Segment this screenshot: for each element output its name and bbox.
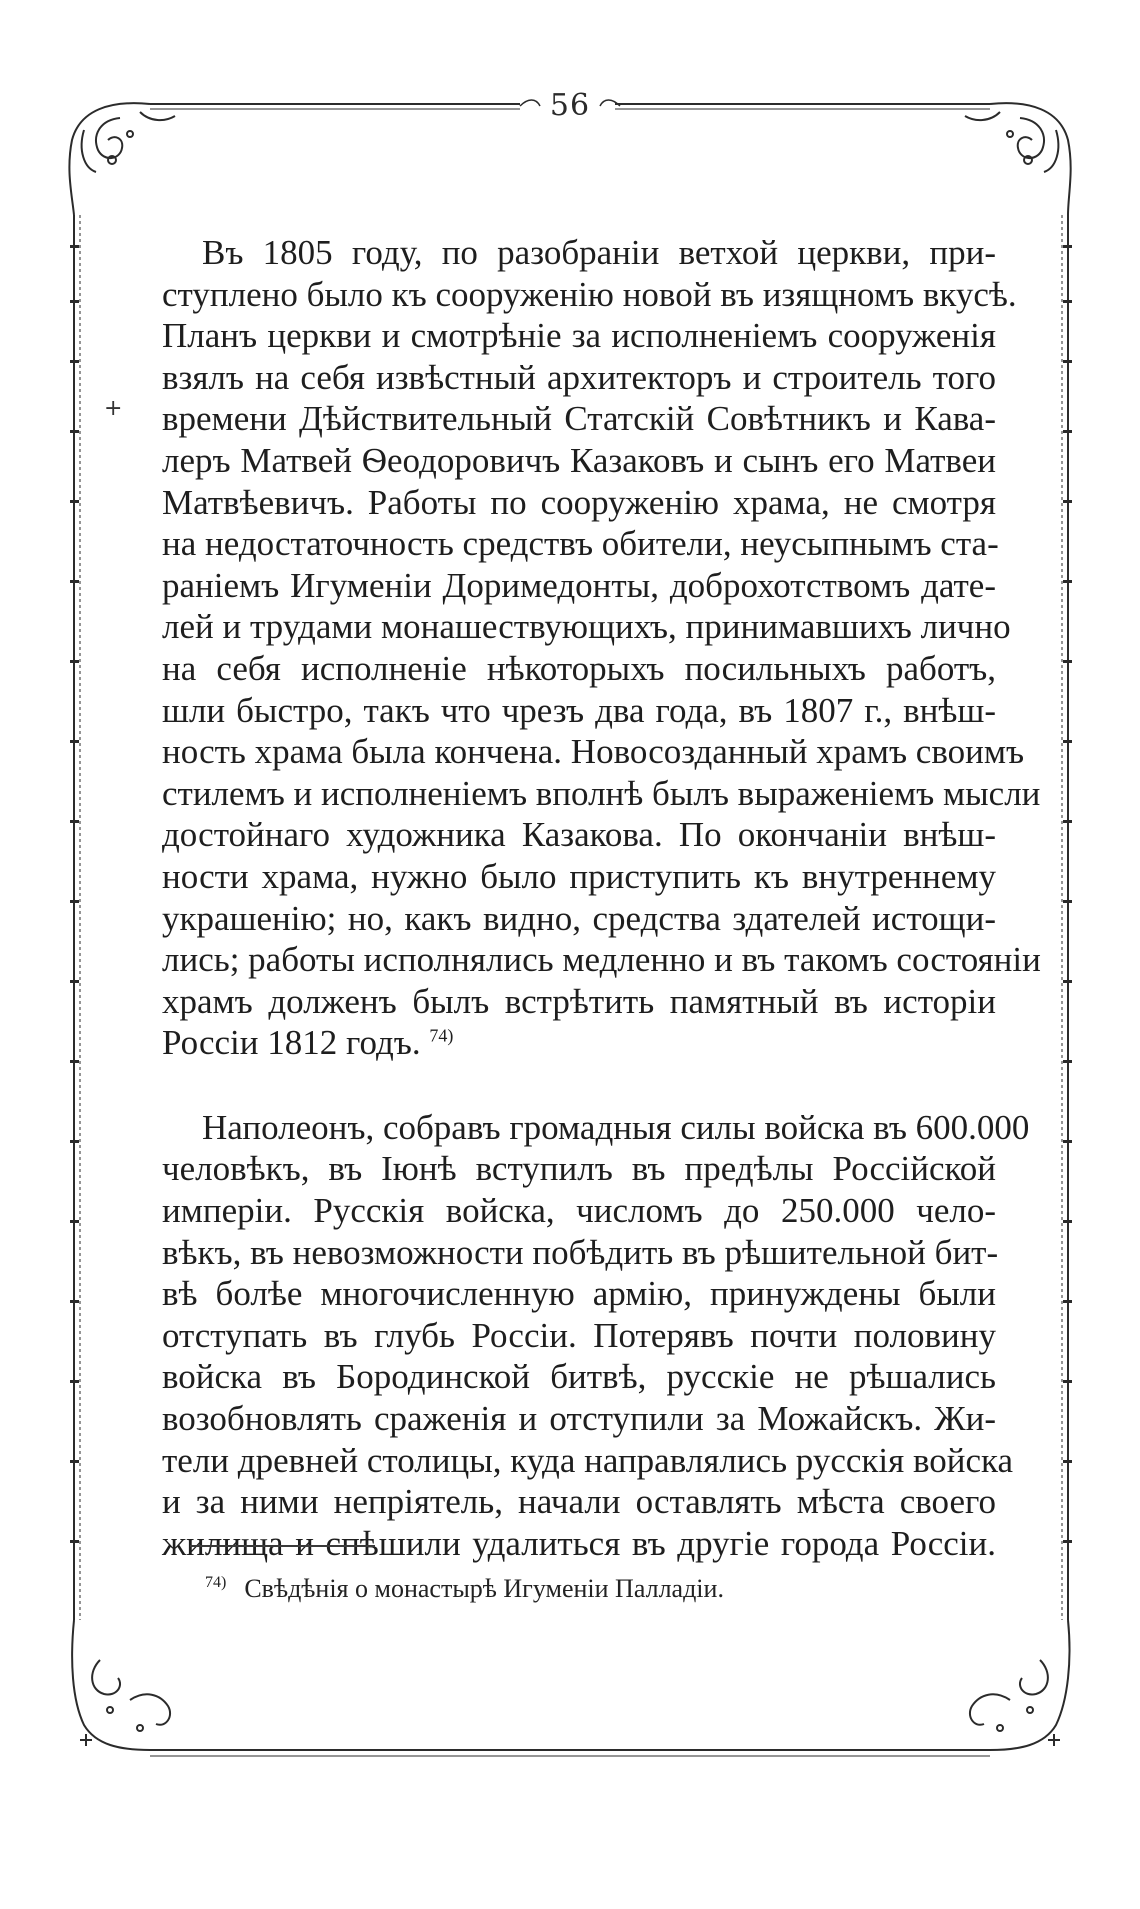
footnote-text: Свѣдѣнія о монастырѣ Игуменіи Палладіи.	[244, 1574, 724, 1603]
text-line: лись; работы исполнялись медленно и въ такомъ состояніи	[162, 940, 1041, 980]
text-line: имперіи. Русскія войска, числомъ до 250.000 чело-	[162, 1191, 996, 1231]
text-line: войска въ Бородинской битвѣ, русскіе не рѣшались	[162, 1357, 996, 1397]
text-line: вѣ болѣе многочисленную армію, принуждены были	[162, 1274, 996, 1314]
text-line: времени Дѣйствительный Статскій Совѣтникъ и Кава-	[162, 399, 996, 439]
paragraph-2	[162, 1107, 1030, 1565]
text-line: ступлено было къ сооруженію новой въ изящномъ вкусѣ.	[162, 274, 1017, 314]
footnote-reference[interactable]: 74)	[429, 1025, 454, 1046]
text-line: украшенію; но, какъ видно, средства здателей истощи-	[162, 898, 996, 938]
text-line: Планъ церкви и смотрѣніе за исполненіемъ сооруженія	[162, 316, 996, 356]
text-line: стилемъ и исполненіемъ вполнѣ былъ выраженіемъ мысли	[162, 773, 1041, 813]
text-line: человѣкъ, въ Іюнѣ вступилъ въ предѣлы Россійской	[162, 1149, 996, 1189]
text-line: достойнаго художника Казакова. По окончаніи внѣш-	[162, 815, 996, 855]
text-line: Россіи 1812 годъ.	[162, 1023, 421, 1063]
footnote-separator	[190, 1545, 375, 1547]
text-line: леръ Матвей Ѳеодоровичъ Казаковъ и сынъ его Матвеи	[162, 440, 996, 480]
footnote-number: 74)	[205, 1574, 227, 1592]
text-line: шли быстро, такъ что чрезъ два года, въ 1807 г., внѣш-	[162, 690, 996, 730]
text-line: отступать въ глубь Россіи. Потерявъ почти половину	[162, 1315, 996, 1355]
paragraph-1	[162, 232, 1041, 1064]
text-line: возобновлять сраженія и отступили за Можайскъ. Жи-	[162, 1399, 996, 1439]
text-line-last	[162, 1022, 996, 1064]
text-line: лей и трудами монашествующихъ, принимавшихъ лично	[162, 607, 1011, 647]
text-line: взялъ на себя извѣстный архитекторъ и строитель того	[162, 357, 996, 397]
text-line: раніемъ Игуменіи Доримедонты, доброхотствомъ дате-	[162, 565, 996, 605]
text-line: Матвѣевичъ. Работы по сооруженію храма, не смотря	[162, 482, 996, 522]
text-line: тели древней столицы, куда направлялись русскія войска	[162, 1440, 1014, 1480]
text-line: на недостаточность средствъ обители, неусыпнымъ ста-	[162, 524, 999, 564]
text-line: на себя исполненіе нѣкоторыхъ посильныхъ работъ,	[162, 648, 996, 688]
text-line: храмъ долженъ былъ встрѣтить памятный въ исторіи	[162, 981, 996, 1021]
text-line: вѣкъ, въ невозможности побѣдить въ рѣшительной бит-	[162, 1232, 999, 1272]
text-line: и за ними непріятель, начали оставлять мѣста своего	[162, 1482, 996, 1522]
text-line: Въ 1805 году, по разобраніи ветхой церкви, при-	[202, 233, 996, 272]
margin-mark: +	[104, 396, 123, 421]
text-line: ности храма, нужно было приступить къ внутреннему	[162, 856, 996, 896]
text-line: ность храма была кончена. Новосозданный храмъ своимъ	[162, 732, 1025, 772]
text-line: Наполеонъ, собравъ громадныя силы войска въ 600.000	[202, 1107, 1030, 1147]
text-line: жилища и спѣшили удалиться въ другіе города Россіи.	[162, 1523, 996, 1563]
page-number: 56	[549, 88, 591, 123]
body-text	[162, 232, 1041, 1564]
footnote	[205, 1574, 724, 1604]
